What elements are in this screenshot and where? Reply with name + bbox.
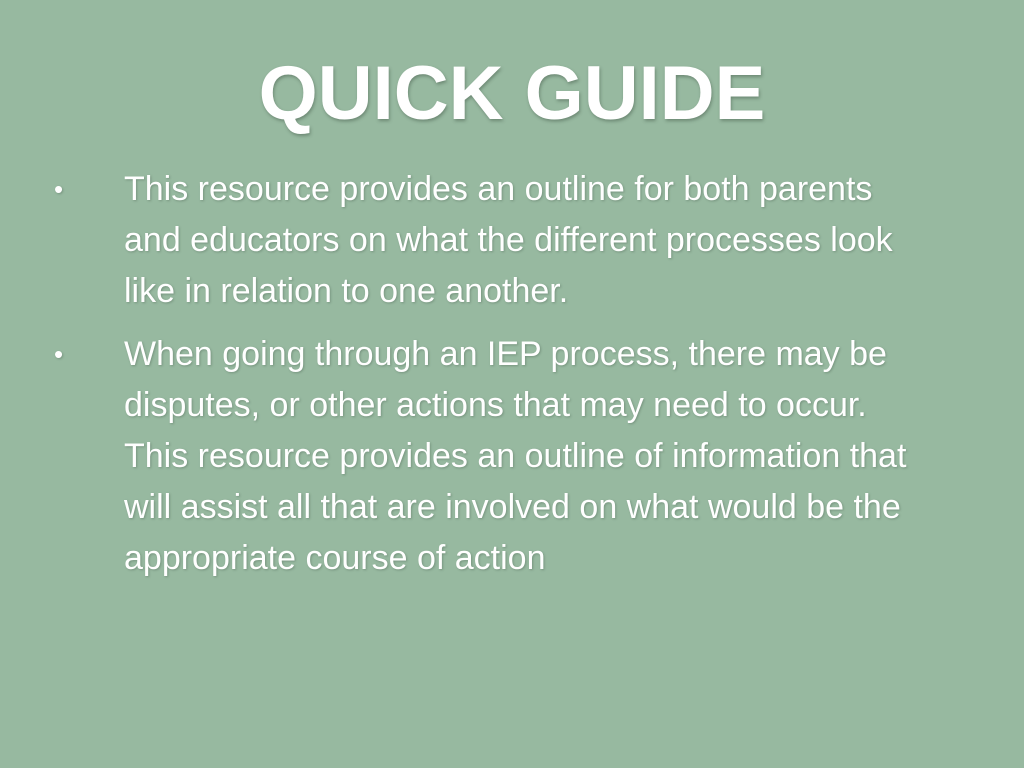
bullet-item xyxy=(50,329,916,584)
slide-title: QUICK GUIDE xyxy=(258,51,766,136)
bullet-icon: • xyxy=(54,174,64,204)
bullet-item xyxy=(50,164,910,317)
bullet-list xyxy=(50,164,916,596)
bullet-icon: • xyxy=(54,339,64,369)
bullet-text: This resource provides an outline for both parents and educators on what the different processes look like in relation to one another. xyxy=(124,170,903,310)
bullet-text: When going through an IEP process, there may be disputes, or other actions that may need to occur. This resource provides an outline of information that will assist all that are involved on what would be the appropriate course of action xyxy=(124,335,916,577)
